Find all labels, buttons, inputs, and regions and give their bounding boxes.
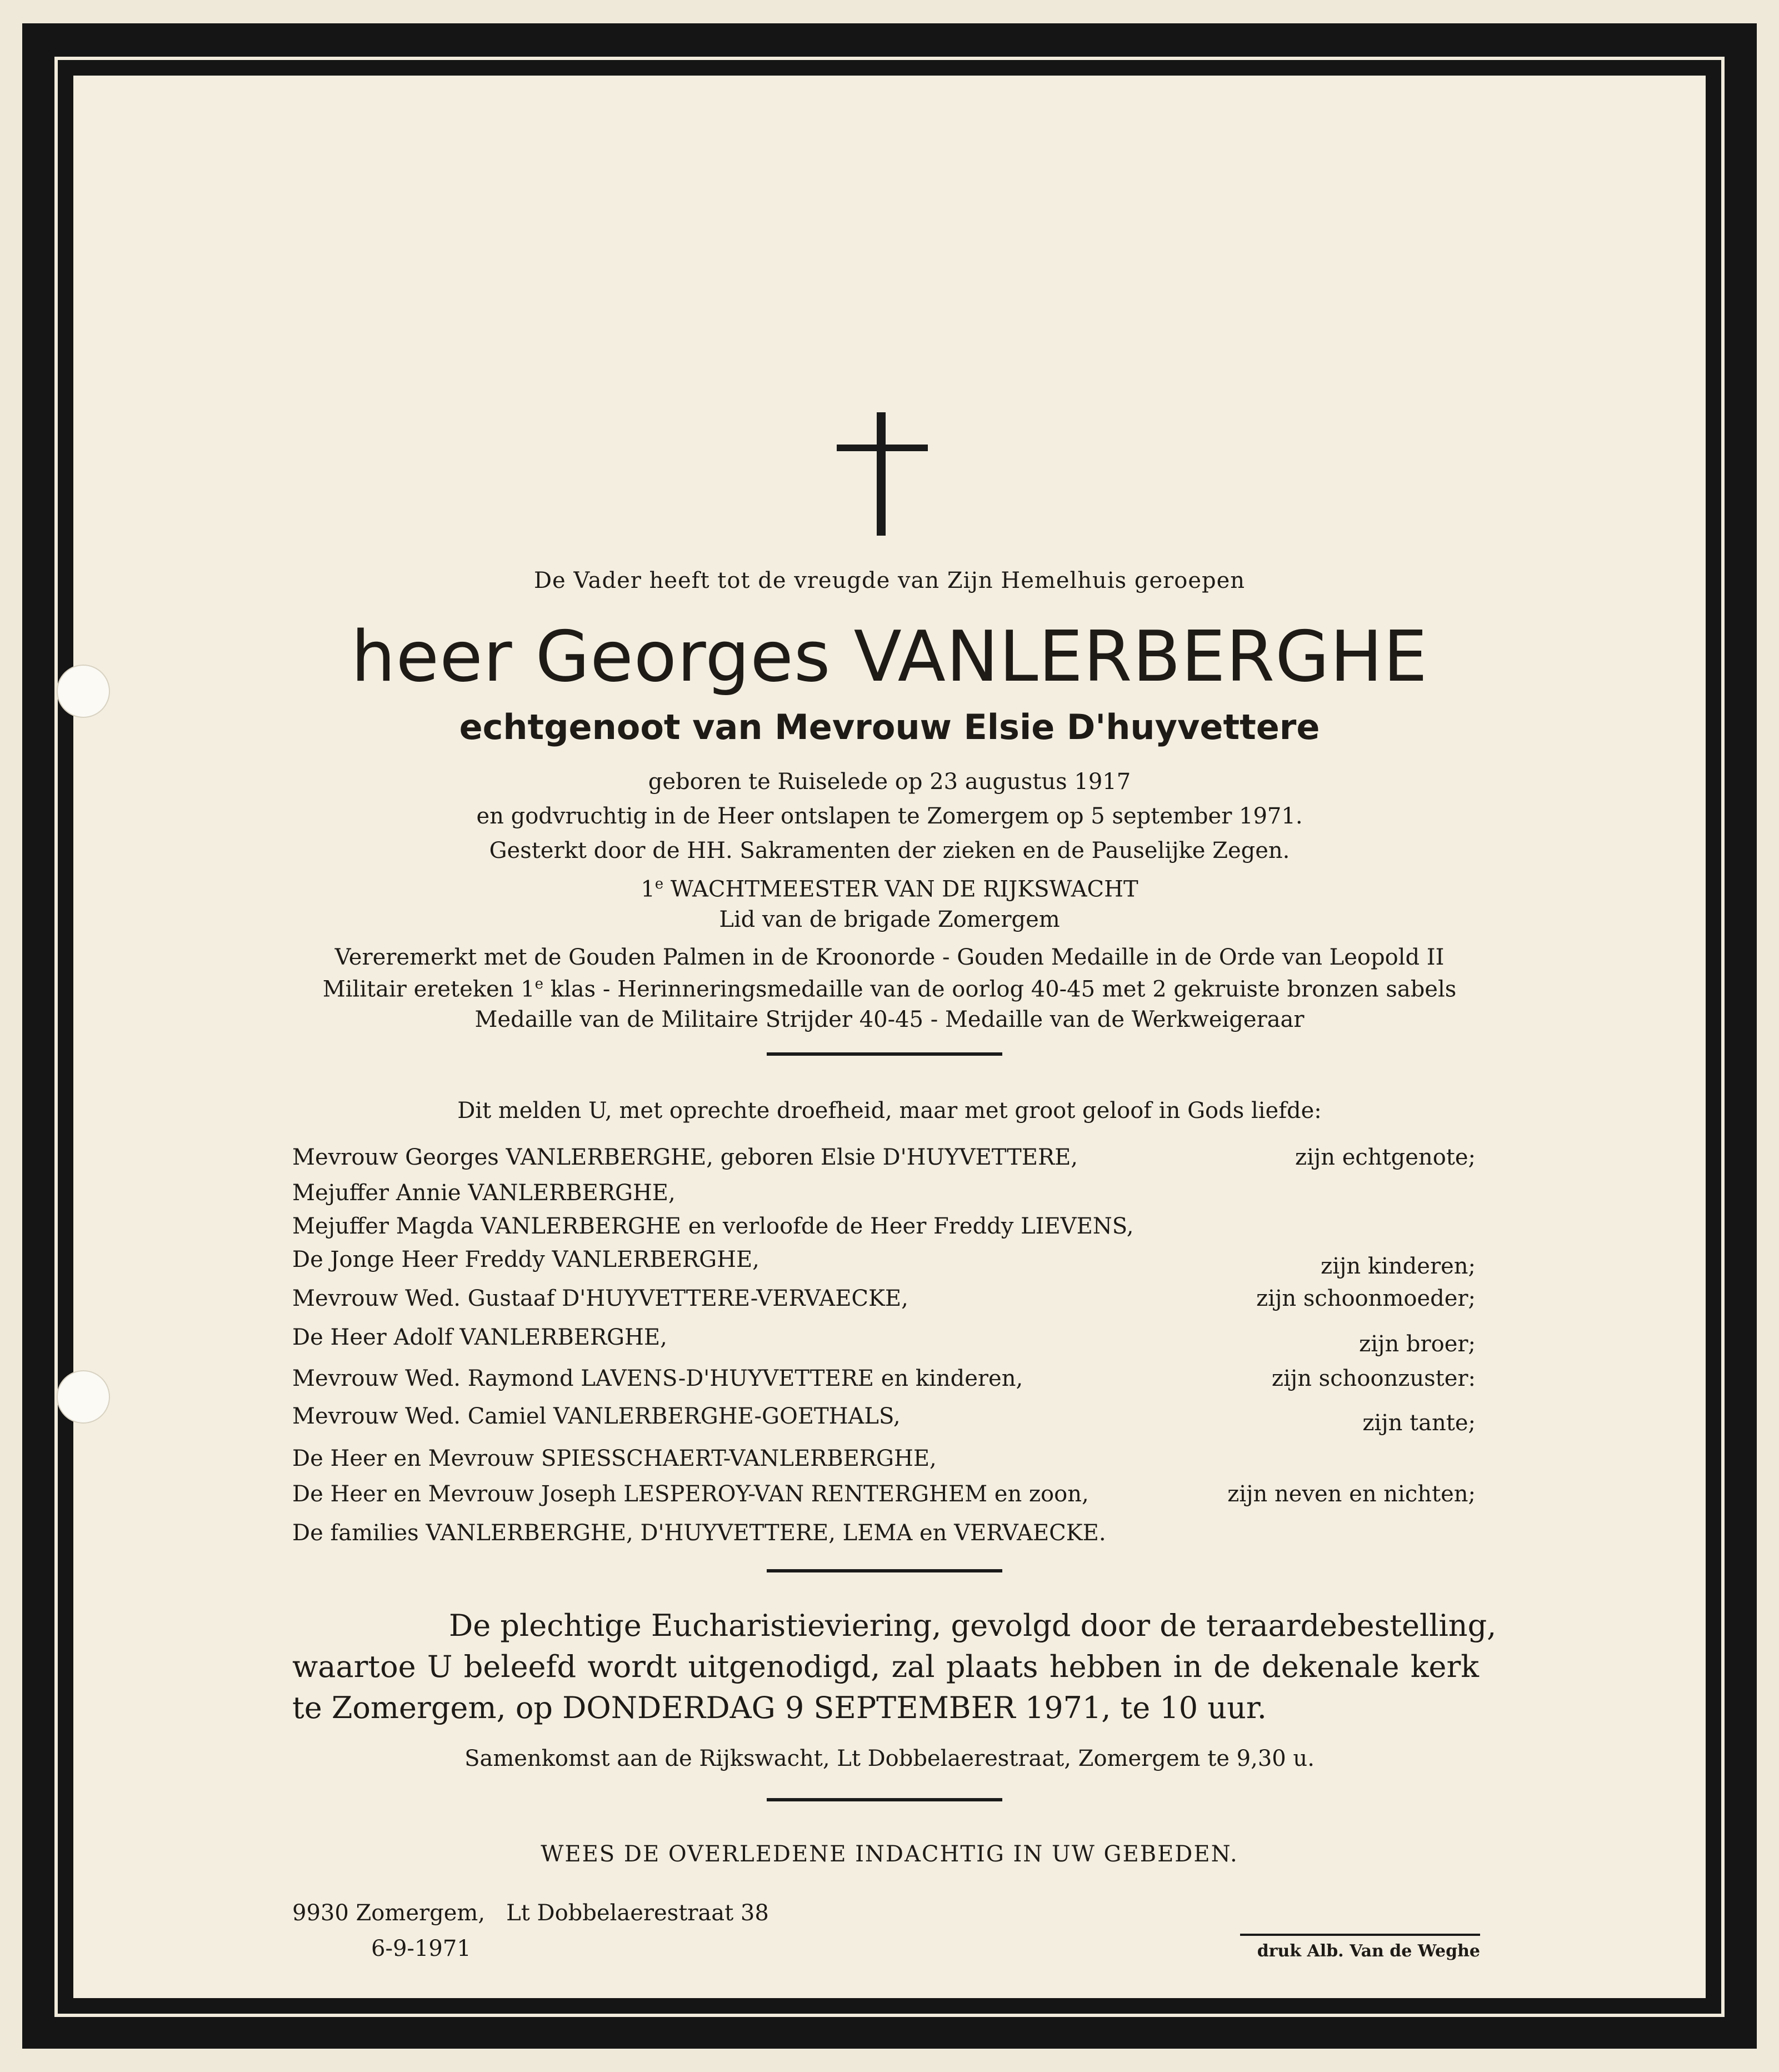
family-member: De Heer Adolf VANLERBERGHE, <box>292 1325 667 1350</box>
family-relation: zijn kinderen; <box>1321 1254 1476 1279</box>
rank-sup: e <box>654 876 664 892</box>
family-member: Mejuffer Magda VANLERBERGHE en verloofde de Heer Freddy LIEVENS, <box>292 1214 1134 1239</box>
divider-rule <box>767 1052 1002 1056</box>
honours-line-2a: Militair ereteken 1 <box>322 976 535 1002</box>
deceased-name: heer Georges VANLERBERGHE <box>351 616 1428 697</box>
cross-icon-bar <box>837 445 928 451</box>
family-relation: zijn tante; <box>1362 1410 1476 1436</box>
rank-prefix: 1 <box>641 876 655 902</box>
card-date: 6-9-1971 <box>371 1936 471 1961</box>
sacraments-line: Gesterkt door de HH. Sakramenten der zieken en de Pauselijke Zegen. <box>489 838 1290 863</box>
printer-rule <box>1240 1934 1480 1936</box>
family-relation: zijn schoonmoeder; <box>1256 1286 1476 1311</box>
punch-hole-icon <box>57 1370 110 1424</box>
family-member: Mevrouw Wed. Camiel VANLERBERGHE-GOETHALS, <box>292 1404 901 1429</box>
death-line: en godvruchtig in de Heer ontslapen te Zomergem op 5 september 1971. <box>476 803 1303 829</box>
family-member: De Jonge Heer Freddy VANLERBERGHE, <box>292 1247 759 1272</box>
family-member: De Heer en Mevrouw SPIESSCHAERT-VANLERBERGHE, <box>292 1446 937 1471</box>
family-relation: zijn echtgenote; <box>1295 1145 1476 1170</box>
honours-line-2b: klas - Herinneringsmedaille van de oorlog 40-45 met 2 gekruiste bronzen sabels <box>543 976 1457 1002</box>
family-relation: zijn schoonzuster: <box>1271 1366 1476 1391</box>
divider-rule <box>767 1798 1002 1801</box>
family-relation: zijn neven en nichten; <box>1227 1481 1476 1507</box>
honours-line-2 <box>0 976 1779 1002</box>
birth-line: geboren te Ruiselede op 23 augustus 1917 <box>648 769 1131 795</box>
ceremony-line-3: te Zomergem, op DONDERDAG 9 SEPTEMBER 1971, te 10 uur. <box>292 1690 1267 1725</box>
sender-address: 9930 Zomergem, Lt Dobbelaerestraat 38 <box>292 1900 769 1926</box>
intro-line: De Vader heeft tot de vreugde van Zijn Hemelhuis geroepen <box>533 568 1246 593</box>
family-member: Mevrouw Georges VANLERBERGHE, geboren Elsie D'HUYVETTERE, <box>292 1145 1078 1170</box>
spouse-line: echtgenoot van Mevrouw Elsie D'huyvettere <box>459 707 1320 747</box>
family-relation: zijn broer; <box>1359 1331 1476 1357</box>
honours-sup: e <box>534 976 544 992</box>
honours-line-1: Vereremerkt met de Gouden Palmen in de Kroonorde - Gouden Medaille in de Orde van Leopold II <box>334 945 1445 970</box>
printer-credit: druk Alb. Van de Weghe <box>1257 1941 1480 1961</box>
family-member: De Heer en Mevrouw Joseph LESPEROY-VAN RENTERGHEM en zoon, <box>292 1481 1089 1507</box>
brigade-line: Lid van de brigade Zomergem <box>719 907 1060 932</box>
family-member: Mevrouw Wed. Gustaaf D'HUYVETTERE-VERVAECKE, <box>292 1286 908 1311</box>
gathering-line: Samenkomst aan de Rijkswacht, Lt Dobbelaerestraat, Zomergem te 9,30 u. <box>464 1746 1315 1771</box>
family-member: De families VANLERBERGHE, D'HUYVETTERE, LEMA en VERVAECKE. <box>292 1520 1106 1546</box>
ceremony-line-1: De plechtige Eucharistieviering, gevolgd door de teraardebestelling, <box>449 1608 1497 1643</box>
ceremony-line-2: waartoe U beleefd wordt uitgenodigd, zal plaats hebben in de dekenale kerk <box>292 1649 1479 1684</box>
rank-text: WACHTMEESTER VAN DE RIJKSWACHT <box>663 876 1138 902</box>
prayer-line: WEES DE OVERLEDENE INDACHTIG IN UW GEBEDEN. <box>541 1841 1238 1867</box>
honours-line-3: Medaille van de Militaire Strijder 40-45 - Medaille van de Werkweigeraar <box>474 1007 1305 1032</box>
announcement-line: Dit melden U, met oprechte droefheid, maar met groot geloof in Gods liefde: <box>457 1098 1322 1124</box>
divider-rule <box>767 1569 1002 1572</box>
family-member: Mejuffer Annie VANLERBERGHE, <box>292 1180 676 1206</box>
family-member: Mevrouw Wed. Raymond LAVENS-D'HUYVETTERE en kinderen, <box>292 1366 1023 1391</box>
cross-icon <box>877 412 886 536</box>
rank-title <box>0 876 1779 902</box>
